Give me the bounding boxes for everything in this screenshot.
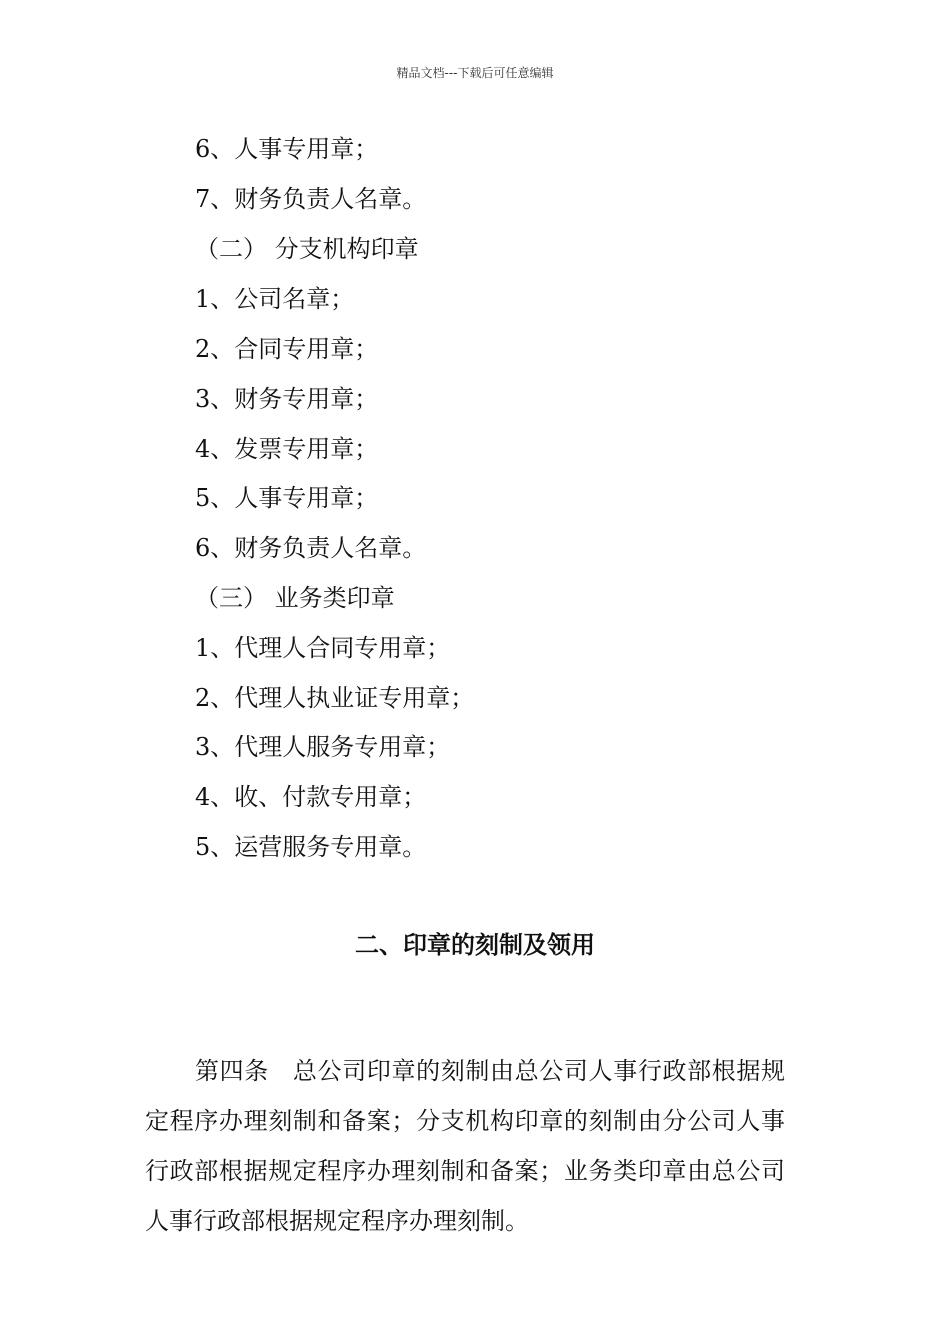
page-header: 精品文档---下载后可任意编辑 xyxy=(396,66,554,80)
section-heading-business: （三） 业务类印章 xyxy=(195,584,395,612)
list-item: 4、发票专用章； xyxy=(195,435,379,463)
list-item: 2、代理人执业证专用章； xyxy=(195,684,475,712)
chapter-heading: 二、印章的刻制及领用 xyxy=(355,931,595,959)
list-item: 1、公司名章； xyxy=(195,285,355,313)
list-item: 7、财务负责人名章。 xyxy=(195,185,427,213)
list-item: 2、合同专用章； xyxy=(195,335,379,363)
section-heading-branch: （二） 分支机构印章 xyxy=(195,235,419,263)
list-item: 3、财务专用章； xyxy=(195,385,379,413)
list-item: 4、收、付款专用章； xyxy=(195,783,427,811)
article-paragraph xyxy=(145,1046,785,1246)
list-item: 1、代理人合同专用章； xyxy=(195,634,451,662)
list-item: 6、人事专用章； xyxy=(195,135,379,163)
article-text: 总公司印章的刻制由总公司人事行政部根据规定程序办理刻制和备案；分支机构印章的刻制由分公司人事行政部根据规定程序办理刻制和备案；业务类印章由总公司人事行政部根据规定程序办理刻制。 xyxy=(145,1057,786,1235)
list-item: 5、运营服务专用章。 xyxy=(195,833,427,861)
list-item: 5、人事专用章； xyxy=(195,484,379,512)
list-item: 3、代理人服务专用章； xyxy=(195,733,451,761)
article-number: 第四条 xyxy=(195,1057,269,1085)
list-item: 6、财务负责人名章。 xyxy=(195,534,427,562)
